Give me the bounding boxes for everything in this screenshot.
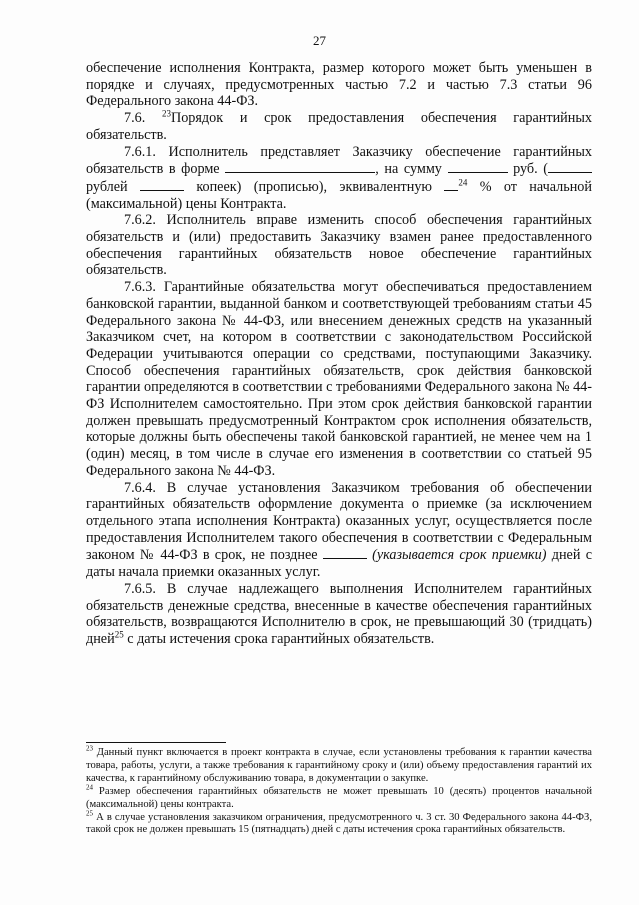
blank-percent-field <box>444 178 458 191</box>
clause-text: рублей <box>86 178 140 195</box>
page-number: 27 <box>313 33 326 48</box>
footnote-text: Данный пункт включается в проект контракта в случае, если установлены требования к гарантии качества товара, работы, услуги, а также требования к гарантийному сроку и (или) объему предоставления гарантий их качества, к гарантийному обслуживанию товара, в документации о закупке. <box>86 747 592 784</box>
blank-kopecks-field <box>140 178 184 191</box>
clause-text: 7.6.1. Исполнитель представляет Заказчику обеспечение гарантийных обязательств в форме <box>86 143 592 178</box>
clause-text: 7.6.5. В случае надлежащего выполнения Исполнителем гарантийных обязательств денежные средства, внесенные в качестве обеспечения гарантийных обязательств, возвращаются Исполнителю в срок, не превышающий 30 (тридцать) дней <box>86 580 592 647</box>
body-text <box>86 60 592 648</box>
clause-text: % от начальной (максимальной) цены Контракта. <box>86 178 592 212</box>
clause-text: , на сумму <box>375 161 448 178</box>
footnote-ref-24: 24 <box>458 177 468 188</box>
section-heading: Порядок и срок предоставления обеспечения гарантийных обязательств. <box>86 110 592 143</box>
clause-text: дней с даты начала приемки оказанных услуг. <box>86 547 592 581</box>
clause-text: 7.6.4. В случае установления Заказчиком требования об обеспечении гарантийных обязательств оформление документа о приемке (за исключением отдельного этапа исполнения Контракта) оказанных услуг, осуществляется после предоставления Исполнителем такого обеспечения в соответствии с Федеральным законом № 44-ФЗ в срок, не позднее <box>86 479 592 564</box>
clause-text: копеек) (прописью), эквивалентную <box>183 178 445 195</box>
blank-form-field <box>225 160 375 173</box>
footnote-text: А в случае установления заказчиком ограничения, предусмотренного ч. 3 ст. 30 Федерального закона 44-ФЗ, такой срок не должен превышать 15 (пятнадцать) дней с даты истечения срока гарантийных обязательств. <box>86 811 592 836</box>
footnote-ref-23: 23 <box>161 108 171 119</box>
footnote-divider <box>86 742 226 743</box>
clause-7-6-2 <box>86 212 592 279</box>
footnotes <box>86 744 592 837</box>
footnote-24 <box>86 783 592 812</box>
clause-text: 7.6.2. Исполнитель вправе изменить способ обеспечения гарантийных обязательств и (или) предоставить Заказчику взамен ранее предоставленного обеспечения гарантийных обязательств новое обеспечение гарантийных обязательств. <box>86 212 592 279</box>
paragraph-continuation <box>86 60 592 110</box>
blank-amount-field <box>448 160 508 173</box>
blank-acceptance-days-field <box>323 546 367 559</box>
paragraph-text: обеспечение исполнения Контракта, размер которого может быть уменьшен в порядке и случаях, предусмотренных частью 7.2 и частью 7.3 статьи 96 Федерального закона 44-ФЗ. <box>86 60 592 110</box>
clause-7-6-5 <box>86 581 592 648</box>
footnote-text: Размер обеспечения гарантийных обязательств не может превышать 10 (десять) процентов начальной (максимальной) цены контракта. <box>86 785 592 810</box>
footnote-mark: 25 <box>86 809 93 817</box>
section-number: 7.6. <box>124 110 162 127</box>
footnote-25 <box>86 809 592 838</box>
clause-7-6-3 <box>86 279 592 479</box>
italic-hint: (указывается срок приемки) <box>372 547 547 564</box>
clause-text: 7.6.3. Гарантийные обязательства могут обеспечиваться предоставлением банковской гарантии, выданной банком и соответствующей требованиям статьи 45 Федерального закона № 44-ФЗ, или внесением денежных средств на указанный Заказчиком счет, на котором в соответствии с законодательством Российской Федерации учитываются операции со средствами, поступающими Заказчику. Способ обеспечения гарантийных обязательств, срок действия банковской гарантии определяются в соответствии с требованиями Федерального закона № 44-ФЗ Исполнителем самостоятельно. При этом срок действия банковской гарантии должен превышать предусмотренный Контрактом срок исполнения обязательств, которые должны быть обеспечены такой банковской гарантией, не менее чем на 1 (один) месяц, в том числе в случае его изменения в соответствии со статьей 95 Федерального закона № 44-ФЗ. <box>86 279 593 479</box>
clause-text: руб. ( <box>507 161 548 178</box>
clause-7-6-1 <box>86 144 592 213</box>
footnote-23 <box>86 744 592 786</box>
clause-7-6-4 <box>86 480 592 581</box>
footnote-ref-25: 25 <box>114 629 124 640</box>
section-7-6 <box>86 110 592 143</box>
blank-rubles-field <box>548 160 592 173</box>
footnote-mark: 23 <box>86 744 93 753</box>
clause-text: с даты истечения срока гарантийных обязательств. <box>123 630 435 647</box>
footnote-mark: 24 <box>86 783 93 792</box>
